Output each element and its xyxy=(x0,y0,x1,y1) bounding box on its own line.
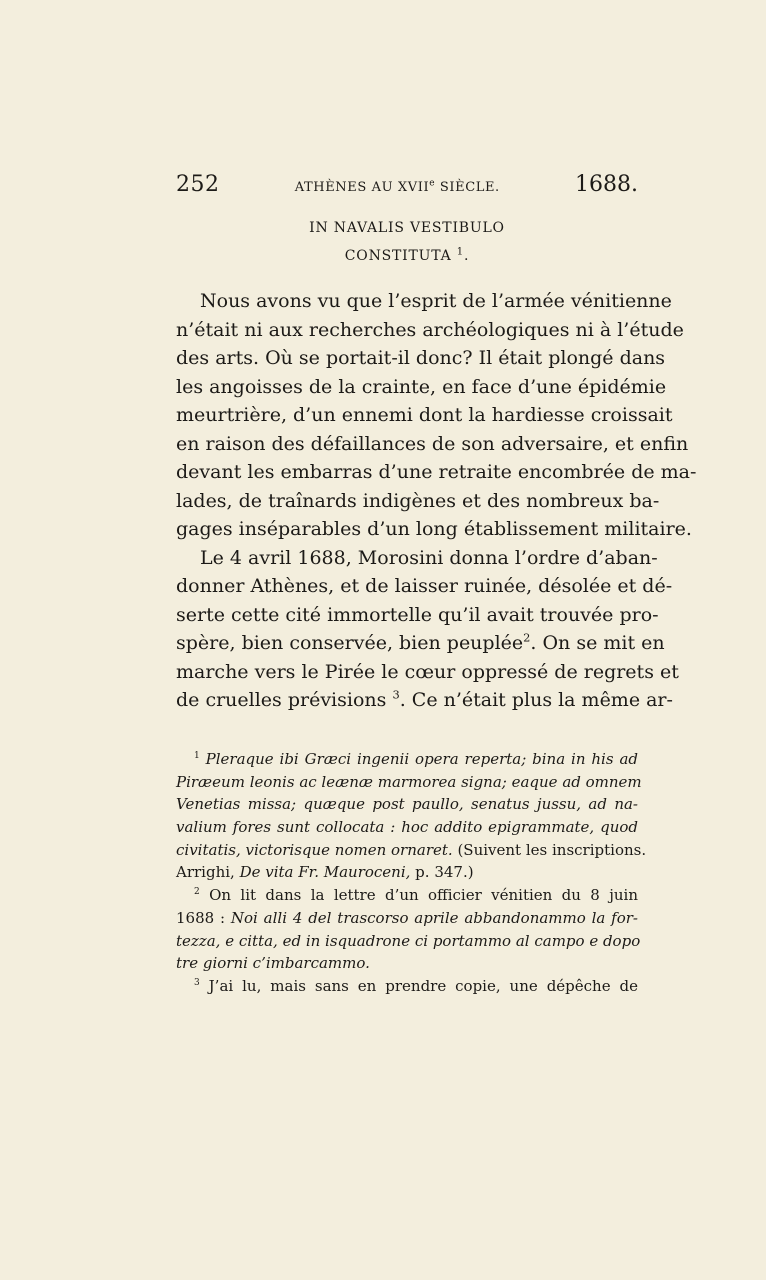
footnote-mark: 3 xyxy=(194,977,200,988)
body-text xyxy=(176,287,697,715)
year: 1688. xyxy=(575,172,638,197)
running-title: ATHÈNES AU XVIIe SIÈCLE. xyxy=(294,178,500,195)
footnote-2-line: 1688 : Noi alli 4 del trascorso aprile abbandonammo la for- xyxy=(176,908,639,927)
body-line: lades, de traînards indigènes et des nombreux ba- xyxy=(176,489,660,512)
body-line: Nous avons vu que l’esprit de l’armée vénitienne xyxy=(200,290,672,312)
body-line: donner Athènes, et de laisser ruinée, désolée et dé- xyxy=(176,575,673,597)
footnote-2-line: $^2$ On lit dans la lettre d’un officier vénitien du 8 juin xyxy=(194,886,638,905)
body-line: Le 4 avril 1688, Morosini donna l’ordre d’aban- xyxy=(200,546,658,569)
footnote-2-line: tre giorni c’imbarcammo. xyxy=(176,954,370,973)
heading-line-1: IN NAVALIS VESTIBULO xyxy=(309,220,505,236)
body-line: de cruelles prévisions $^3$. Ce n’était plus la même ar- xyxy=(176,687,673,711)
footnote-1-line: $^1$ Pleraque ibi Græci ingenii opera reperta; bina in his ad xyxy=(194,750,638,768)
running-head xyxy=(176,172,638,204)
footnote-ref: 1 xyxy=(456,246,464,258)
footnotes xyxy=(176,748,647,998)
footnote-2-line: tezza, e citta, ed in isquadrone ci portammo al campo e dopo xyxy=(176,931,641,950)
footnote-1-line: Arrighi, De vita Fr. Mauroceni, p. 347.) xyxy=(176,863,474,882)
body-line: marche vers le Pirée le cœur oppressé de regrets et xyxy=(176,660,679,683)
section-heading xyxy=(176,214,638,270)
footnote-mark: 2 xyxy=(194,887,200,898)
body-line: des arts. Où se portait-il donc? Il était plongé dans xyxy=(176,347,666,369)
body-line: spère, bien conservée, bien peuplée$^2$. On se mit en xyxy=(176,630,665,654)
footnote-1-line: civitatis, victorisque nomen ornaret. (Suivent les inscriptions. xyxy=(176,840,647,859)
body-line: les angoisses de la crainte, en face d’une épidémie xyxy=(176,375,667,398)
page-number: 252 xyxy=(176,172,220,197)
footnote-1-line: Venetias missa; quæque post paullo, senatus jussu, ad na- xyxy=(176,795,638,814)
footnote-ref: 3 xyxy=(392,687,400,702)
body-line: en raison des défaillances de son adversaire, et enfin xyxy=(176,432,689,455)
body-line: gages inséparables d’un long établissement militaire. xyxy=(176,518,692,540)
heading-line-2: CONSTITUTA $^1$. xyxy=(344,246,470,264)
footnote-1-line: valium fores sunt collocata : hoc addito epigrammate, quod xyxy=(176,818,638,837)
footnote-3-line: $^3$ J’ai lu, mais sans en prendre copie, une dépêche de xyxy=(194,976,638,995)
body-line: serte cette cité immortelle qu’il avait trouvée pro- xyxy=(176,603,659,626)
body-line: n’était ni aux recherches archéologiques ni à l’étude xyxy=(176,318,684,341)
footnote-mark: 1 xyxy=(194,751,200,761)
body-line: meurtrière, d’un ennemi dont la hardiesse croissait xyxy=(176,404,673,426)
body-line: devant les embarras d’une retraite encombrée de ma- xyxy=(176,461,697,483)
footnote-1-line: Piræeum leonis ac leænæ marmorea signa; eaque ad omnem xyxy=(176,772,642,791)
footnote-ref: 2 xyxy=(523,630,531,645)
